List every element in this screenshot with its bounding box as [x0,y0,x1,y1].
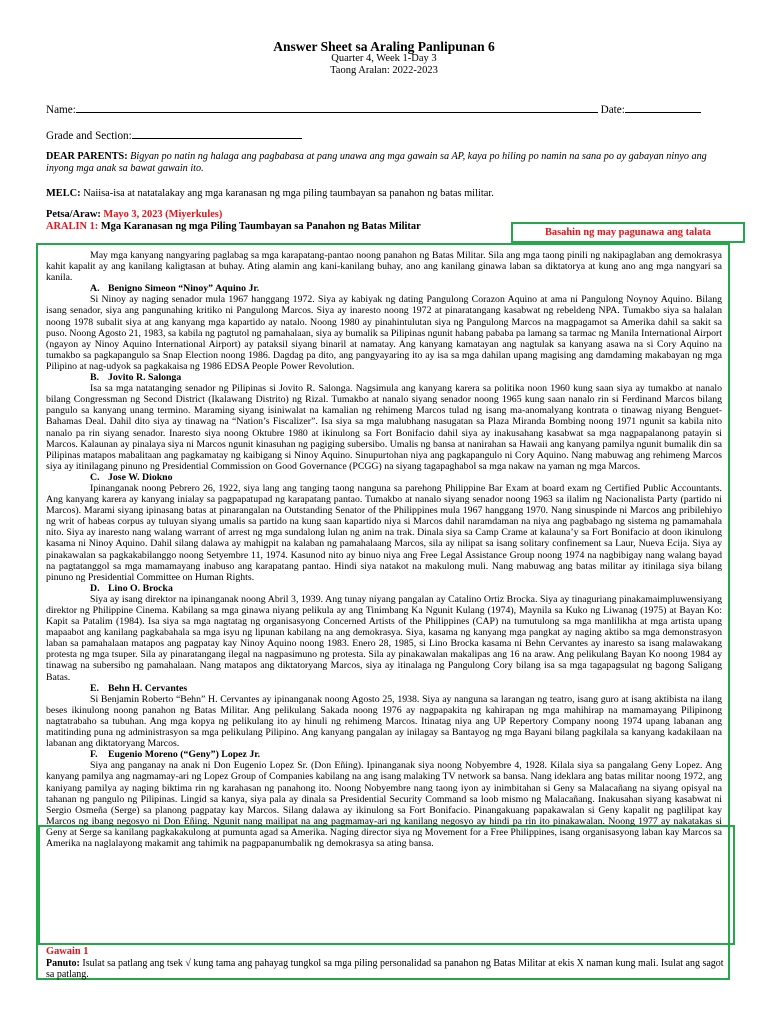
date-line-label: Petsa/Araw: [46,209,104,220]
instructions-text: Isulat sa patlang ang tsek √ kung tama ang pahayag tungkol sa mga piling personalidad sa panahon ng Batas Militar at ekis X naman kung mali. Isulat ang sagot sa patlang. [46,958,724,981]
dear-parents-text: Bigyan po natin ng halaga ang pagbabasa at pang unawa ang mga gawain sa AP, kaya po hiling po namin na sana po ay gabayan ninyo ang inyong mga anak sa bawat gawain ito. [46,151,707,175]
section-name: Lino O. Brocka [108,582,173,594]
section-letter: F. [90,749,98,761]
section-paragraph-f: Siya ang panganay na anak ni Don Eugenio Lopez Sr. (Don Eñing). Ipinanganak siya noong Nobyembre 4, 1928. Kilala siya sa pangalang Geny Lopez. Ang kanyang pamilya ang nagmamay-ari ng Lopez Group of Companies kabilang na ang isang malaking TV network sa bansa. Nang ideklara ang batas militar noong 1972, ang kaniyang pamilya ay naging biktima rin ng karahasan ng panahong ito. Noong Nobyembre nang taong iyon ay inimbitahan si Geny sa Malacañang na siyang opisyal na tahanan ng pangulo ng Pilipinas. Lingid sa kanya, siya pala ay dinala sa Presidential Security Command sa loob mismo ng Malacañang. Inakusahan siyang kasabwat ni Sergio Osmeña (Serge) sa planong pagpatay kay Marcos. Silang dalawa ay ikinulong sa Fort Bonifacio. Pinangakuang papakawalan si Geny kapalit ng paglilipat kay Marcos ng ibang negosyo ni Don Eñing. Ngunit nang mailipat na ang pagmamay-ari ng kanilang negosyo ay hindi pa rin ito pinakawalan. Noong 1977 ay nakatakas si Geny at Serge sa kanilang pagkakakulong at pumunta agad sa Amerika. Naging director siya ng Movement for a Free Philippines, isang organisasyong laban kay Marcos sa Amerika na naglalayong makamit ang tahimik na pagpapanumbalik ng demokrasya sa ating bansa. [46,760,722,849]
grade-section-row [46,127,302,142]
grade-section-label: Grade and Section: [46,130,132,142]
section-letter: C. [90,471,100,483]
reading-instruction-box: Basahin ng may pagunawa ang talata [511,222,745,243]
lesson-label: ARALIN 1: [46,221,99,232]
intro-paragraph: May mga kanyang nangyaring paglabag sa mga karapatang-pantao noong panahon ng Batas Militar. Sila ang mga taong pinili ng nakipaglaban ang demokrasya kahit kapalit ay ang kanilang kaligtasan at buhay. Ating alamin ang kani-kanilang buhay, ano ang kanilang ginawa laban sa diktatorya at kung ano ang mga nangyari sa kanila. [46,250,722,284]
melc-label: MELC: [46,188,81,199]
section-letter: A. [90,283,100,295]
activity-title: Gawain 1 [46,946,89,957]
section-name: Benigno Simeon “Ninoy” Aquino Jr. [108,283,260,295]
name-date-row [46,101,701,116]
section-paragraph-c: Ipinanganak noong Pebrero 26, 1922, siya lang ang tanging taong nanguna sa parehong Philippine Bar Exam at board exam ng Certified Public Accountants. Ang kanyang karera ay kanyang inialay sa pagpapatupad ng karapatang pantao. Tumakbo at nanalo siyang senador noong 1963 sa ilalim ng Nacionalista Party (partido ni Marcos). Marami siyang ipinasang batas at pinarangalan na Outstanding Senator of the Philippines mula 1967 hanggang 1970. Nang sinuspinde ni Marcos ang pribilehiyo ng writ of habeas corpus ay tuluyan siyang umalis sa partido na kung saan kapartido niya si Marcos dahil naramdaman na niya ang pagbabago ng sistema ng pamamahala nito. Siya ay inaresto nang walang warrant of arrest ng mga sundalong lulan ng anim na trak. Dinala siya sa Camp Crame at kalauna’y sa Fort Bonifacio at doon ikinulong kasama ni Ninoy Aquino. Dahil silang dalawa ay mahigpit na kalaban ng pamahalaang Marcos, sila ay nilipat sa isang solitary confinement sa Laur, Nueva Ecija. Siya ay pinakawalan sa pagkakabilanggo noong Setyembre 11, 1974. Kasunod nito ay binuo niya ang Free Legal Assistance Group noong 1974 na nagbibigay nang walang bayad na pagtatanggol sa mga mamamayang inabuso ang karapatang pantao. Hindi siya natakot na makulong muli. Nang mabuwag ang batas militar ay itinilaga siya bilang pinuno ng Presidential Committee on Human Rights. [46,482,722,583]
section-letter: E. [90,682,99,694]
section-letter: B. [90,372,99,384]
reading-passage [46,250,722,849]
instructions-label: Panuto: [46,958,80,969]
section-paragraph-a: Si Ninoy ay naging senador mula 1967 hanggang 1972. Siya ay kabiyak ng dating Pangulong Corazon Aquino at ama ni Pangulong Noynoy Aquino. Bilang isang senador, siya ang pangunahing kritiko ni Pangulong Marcos. Siya ay inaresto noong 1972 at pinaratangang kasabwat ng rebeldeng NPA. Tumakbo siya sa halalan noong 1978 subalit siya at ang kanyang mga kapartido ay natalo. Noong 1980 ay pinahintulutan siya ng Pangulong Marcos na magpagamot sa Amerika dahil sa sakit sa puso. Noong Agosto 21, 1983, sa kabila ng pagtutol ng pamahalaan, siya ay bumalik sa Pilipinas ngunit habang pababa pa lamang sa tarmac ng Manila International Airport (ngayon ay Ninoy Aquino International Airport) ay pataksil siyang binaril at namatay. Ang kanyang kamatayan ang nagtulak sa kanyang asawa na si Cory Aquino na tumakbo sa pagkapangulo sa Snap Election noong 1986. Dagdag pa dito, ang pangyayaring ito ay isa sa mga dahilan upang magising ang damdaming makabayan ng mga Pilipino at nag-udyok sa pagkakaisa ng 1986 EDSA People Power Revolution. [46,294,722,372]
sheet-title: Answer Sheet sa Araling Panlipunan 6 [273,39,495,54]
section-heading-c [46,472,722,483]
date-line [46,209,222,220]
lesson-title: Mga Karanasan ng mga Piling Taumbayan sa Panahon ng Batas Militar [98,221,421,232]
section-paragraph-b: Isa sa mga natatanging senador ng Pilipinas si Jovito R. Salonga. Nagsimula ang kanyang karera sa politika noon 1960 kung saan siya ay tumakbo at nanalo bilang Congressman ng Second District (Ikalawang Distrito) ng Rizal. Tumakbo at nanalo siyang senador noong 1965 kung saan nanalo rin si Ferdinand Marcos bilang pangulo sa kanyang unang termino. Maraming siyang isiniwalat na kamalian ng rehimeng Marcos tulad ng isang ma-anomalyang kontrata o tinawag niyang Benguet- Bahamas Deal. Dahil dito siya ay tinawag na “Nation’s Fiscalizer”. Isa siya sa mga malubhang nasugatan sa Plaza Miranda Bombing noong 1971 ngunit sa kabila nito nanalo pa rin siyang senador. Inaresto siya noong Oktubre 1980 at ikinulong sa Fort Bonifacio dahil siya ay inakusahang kasabwat sa mga nagpapalanong patayin si Marcos. Kalaunan ay pinalaya siya ni Marcos ngunit kinasuhan ng pagiging subersibo. Umalis ng bansa at nanirahan sa Hawaii ang kanyang pamilya ngunit bumalik din sa Pilipinas matapos mabalitaan ang pagkamatay ng kaibigang si Ninoy Aquino. Sinupurtohan niya ang pagkapangulo ni Cory Aquino. Nang mabuwag ang rehimeng Marcos siya ay itinilagang pinuno ng Presidential Commission on Good Governance (PCGG) na siyang tagapaghabol sa mga nakaw na yaman ng mga Marcos. [46,383,722,472]
date-field[interactable] [625,101,701,113]
section-name: Behn H. Cervantes [108,682,188,694]
section-name: Eugenio Moreno (“Geny”) Lopez Jr. [108,749,261,761]
section-heading-a [46,283,722,294]
melc-text: Naiisa-isa at natatalakay ang mga karanasan ng mga piling taumbayan sa panahon ng batas militar. [80,188,494,199]
section-name: Jovito R. Salonga [108,372,182,384]
lesson-heading [46,221,421,232]
date-label: Date: [600,104,625,116]
dear-parents-note [46,151,726,176]
section-paragraph-d: Siya ay isang direktor na ipinanganak noong Abril 3, 1939. Ang tunay niyang pangalan ay Catalino Ortiz Brocka. Siya ay tinaguriang pinakamaimpluwensiyang direktor ng Philippine Cinema. Kabilang sa mga ginawa niyang pelikula ay ang Tinimbang Ka Ngunit Kulang (1974), Maynila sa Kuko ng Liwanag (1975) at Bayan Ko: Kapit sa Patalim (1984). Isa siya sa mga nagtatag ng organisasyong Concerned Artists of the Philippines (CAP) na tumutulong sa mga manlilikha at mga artista upang mapaabot ang kanilang pagkabahala sa mga isyu ng lipunan kabilang na ang demokrasya. Siya, kasama ng kanyang mga pangkat ay naging aktibo sa mga demonstrasyon laban sa pamahalaan matapos ang pagpatay kay Ninoy Aquino noong 1983. Enero 28, 1985, si Lino Brocka kasama ni Behn Cervantes ay inaresto sa isang malawakang protesta ng mga tsuper. Sila ay pinaratangang ilegal na nagpasimuno ng protesta. Sila ay pinakawalan makalipas ang 16 na araw. Ang pelikulang Bayan Ko noong 1984 ay tinawag na subersibo ng pamahalaan. Nang matapos ang diktatoryang Marcos, siya ay itinalaga ng Pangulong Cory bilang isa sa mga tagapagsulat ng bagong Saligang Batas. [46,593,722,683]
section-heading-e [46,683,722,694]
grade-section-field[interactable] [132,127,302,139]
section-name: Jose W. Diokno [108,471,173,483]
section-paragraph-e: Si Benjamin Roberto “Behn” H. Cervantes ay ipinanganak noong Agosto 25, 1938. Siya ay nanguna sa larangan ng teatro, isang guro at isang aktibista na ilang beses ikinulong noong panahon ng Batas Militar. Ang pelikulang Sakada noong 1976 ay nagpapakita ng kahirapan ng mga mahihirap na mamamayang Pilipinong nagtatrabaho sa tubuhan. Ang mga kopya ng pelikulang ito ay hinuli ng rehimeng Marcos. Itinatag niya ang UP Repertory Company noong 1974 upang labanan ang matitinding puna ng administrasyon sa mga pelikulang Pilipino. Ang kanyang pangalan ay inilagay sa Bantayog ng mga Bayani bilang pagkilala sa kanyang kadakilaan na labanan ang diktatoryang Marcos. [46,693,722,750]
activity-instructions [46,958,726,981]
date-line-value: Mayo 3, 2023 (Miyerkules) [103,209,223,220]
section-letter: D. [90,582,100,594]
melc-line [46,188,494,199]
section-heading-f [46,749,722,760]
name-label: Name: [46,104,76,116]
section-heading-d [46,583,722,594]
section-heading-b [46,372,722,383]
dear-parents-label: DEAR PARENTS: [46,151,128,162]
school-year-label: Taong Aralan: 2022-2023 [330,65,438,76]
quarter-week-label: Quarter 4, Week 1-Day 3 [331,53,437,64]
name-field[interactable] [76,101,598,113]
